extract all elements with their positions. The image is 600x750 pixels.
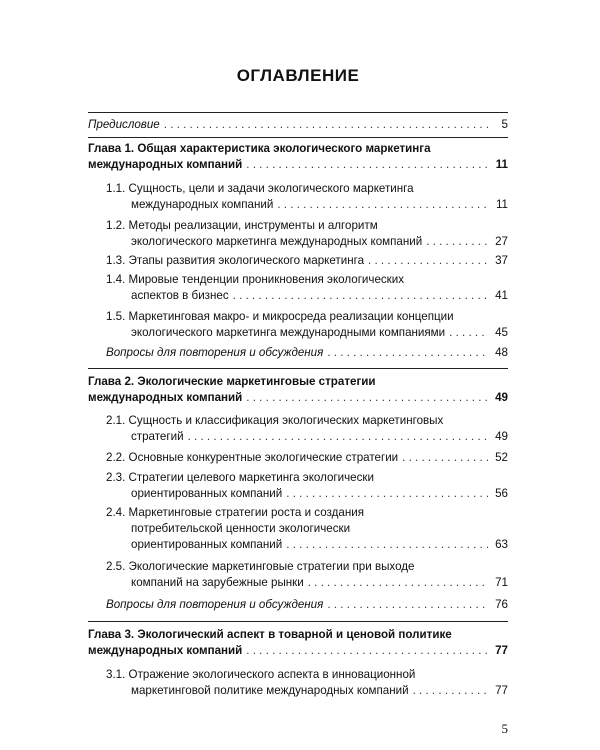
- toc-entry-text: Глава 1. Общая характеристика экологического маркетинга: [88, 142, 431, 155]
- toc-entry-page: 77: [495, 644, 508, 657]
- toc-entry-section-2-3[interactable]: [106, 470, 508, 502]
- toc-entry-page: 41: [495, 289, 508, 302]
- toc-entry-text: международных компаний: [88, 644, 243, 657]
- toc-entry-section-2-2[interactable]: [106, 450, 508, 466]
- toc-entry-page: 45: [495, 326, 508, 339]
- toc-entry-page: 76: [495, 598, 508, 611]
- divider: [88, 137, 508, 138]
- toc-entry-questions-1[interactable]: [106, 345, 508, 361]
- toc-entry-text: международных компаний: [88, 391, 243, 404]
- divider: [88, 621, 508, 622]
- toc-entry-text: экологического маркетинга международных компаний: [131, 235, 423, 248]
- toc-entry-chapter-2[interactable]: [88, 374, 508, 406]
- toc-entry-text: 1.5. Маркетинговая макро- и микросреда реализации концепции: [106, 310, 454, 323]
- toc-entry-page: 77: [495, 684, 508, 697]
- toc-entry-preface[interactable]: [88, 117, 508, 133]
- toc-entry-page: 49: [495, 391, 508, 404]
- toc-entry-section-3-1[interactable]: [106, 667, 508, 699]
- toc-entry-text: 1.3. Этапы развития экологического маркетинга: [106, 254, 365, 267]
- page-title: ОГЛАВЛЕНИЕ: [236, 66, 360, 85]
- toc-entry-text: 1.2. Методы реализации, инструменты и алгоритм: [106, 219, 378, 232]
- toc-entry-page: 63: [495, 538, 508, 551]
- toc-entry-page: 56: [495, 487, 508, 500]
- toc-entry-page: 48: [495, 346, 508, 359]
- toc-entry-text: ориентированных компаний: [131, 538, 283, 551]
- toc-entry-section-1-4[interactable]: [106, 272, 508, 304]
- page-number: 5: [501, 721, 508, 736]
- divider: [88, 112, 508, 113]
- toc-entry-text: 2.5. Экологические маркетинговые стратегии при выходе: [106, 560, 415, 573]
- toc-entry-text: Глава 2. Экологические маркетинговые стратегии: [88, 375, 376, 388]
- toc-entry-text: аспектов в бизнес: [131, 289, 229, 302]
- toc-entry-page: 27: [495, 235, 508, 248]
- toc-entry-chapter-1[interactable]: [88, 141, 508, 173]
- toc-entry-questions-2[interactable]: [106, 597, 508, 613]
- toc-entry-section-1-5[interactable]: [106, 309, 508, 341]
- toc-entry-text: ориентированных компаний: [131, 487, 283, 500]
- toc-page: [88, 0, 508, 750]
- toc-entry-text: 2.2. Основные конкурентные экологические стратегии: [106, 451, 399, 464]
- toc-entry-text: 1.1. Сущность, цели и задачи экологического маркетинга: [106, 182, 414, 195]
- divider: [88, 368, 508, 369]
- toc-entry-page: 5: [501, 118, 508, 131]
- toc-entry-text: международных компаний: [88, 158, 243, 171]
- toc-entry-text: 1.4. Мировые тенденции проникновения экологических: [106, 273, 405, 286]
- toc-entry-section-1-1[interactable]: [106, 181, 508, 213]
- toc-entry-page: 71: [495, 576, 508, 589]
- toc-entry-page: 11: [495, 198, 508, 211]
- toc-entry-text: 3.1. Отражение экологического аспекта в инновационной: [106, 668, 416, 681]
- toc-entry-section-2-4[interactable]: [106, 505, 508, 553]
- toc-entry-text: 2.4. Маркетинговые стратегии роста и создания: [106, 506, 364, 519]
- toc-entry-text: стратегий: [131, 430, 184, 443]
- toc-entry-text: маркетинговой политике международных компаний: [131, 684, 409, 697]
- toc-entry-text: Предисловие: [88, 118, 160, 131]
- toc-entry-chapter-3[interactable]: [88, 627, 508, 659]
- toc-entry-text: экологического маркетинга международными компаниями: [131, 326, 446, 339]
- toc-entry-text: 2.3. Стратегии целевого маркетинга экологически: [106, 471, 374, 484]
- toc-entry-text: международных компаний: [131, 198, 274, 211]
- toc-entry-section-2-1[interactable]: [106, 413, 508, 445]
- toc-entry-text: Вопросы для повторения и обсуждения: [106, 346, 324, 359]
- toc-entry-text: 2.1. Сущность и классификация экологических маркетинговых: [106, 414, 444, 427]
- toc-entry-page: 11: [495, 158, 508, 171]
- toc-entry-section-1-2[interactable]: [106, 218, 508, 250]
- toc-entry-section-1-3[interactable]: [106, 253, 508, 269]
- toc-entry-text: компаний на зарубежные рынки: [131, 576, 304, 589]
- toc-entry-text: Вопросы для повторения и обсуждения: [106, 598, 324, 611]
- toc-entry-text: Глава 3. Экологический аспект в товарной и ценовой политике: [88, 628, 452, 641]
- toc-entry-page: 49: [495, 430, 508, 443]
- toc-entry-page: 37: [495, 254, 508, 267]
- toc-entry-text: потребительской ценности экологически: [131, 522, 351, 535]
- toc-entry-page: 52: [495, 451, 508, 464]
- toc-entry-section-2-5[interactable]: [106, 559, 508, 591]
